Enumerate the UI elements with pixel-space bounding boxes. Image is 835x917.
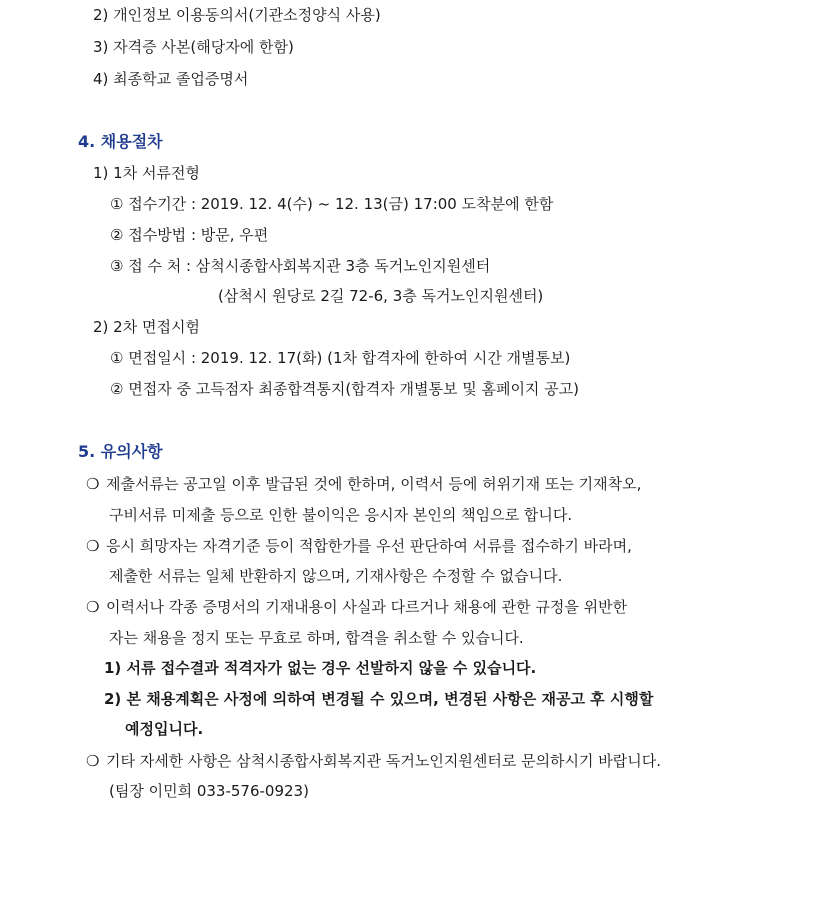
step2-title: 2) 2차 면접시험 — [93, 318, 200, 336]
note-2-line-2: 제출한 서류는 일체 반환하지 않으며, 기재사항은 수정할 수 없습니다. — [109, 567, 563, 585]
section-5-heading: 5. 유의사항 — [78, 442, 163, 461]
bold-note-2-continued: 예정입니다. — [125, 720, 204, 738]
note-2-line-1 — [86, 536, 632, 556]
note-2-text: 응시 희망자는 자격기준 등이 적합한가를 우선 판단하여 서류를 접수하기 바라며, — [106, 537, 632, 555]
note-3-text: 이력서나 각종 증명서의 기재내용이 사실과 다르거나 채용에 관한 규정을 위반한 — [106, 598, 628, 616]
contact-text: 기타 자세한 사항은 삼척시종합사회복지관 독거노인지원센터로 문의하시기 바랍니다. — [106, 752, 662, 770]
note-3-line-2: 자는 채용을 정지 또는 무효로 하며, 합격을 취소할 수 있습니다. — [109, 629, 524, 647]
step1-item-method: ② 접수방법 : 방문, 우편 — [110, 226, 269, 244]
note-3-line-1 — [86, 597, 627, 617]
contact-line-1 — [86, 751, 661, 771]
bold-note-1: 1) 서류 접수결과 적격자가 없는 경우 선발하지 않을 수 있습니다. — [104, 659, 537, 677]
submission-item-4: 4) 최종학교 졸업증명서 — [93, 70, 249, 88]
note-1-text: 제출서류는 공고일 이후 발급된 것에 한하며, 이력서 등에 허위기재 또는 기재착오, — [106, 475, 642, 493]
section-4-heading: 4. 채용절차 — [78, 132, 163, 151]
bullet-circle-icon: ❍ — [86, 475, 100, 493]
bullet-circle-icon: ❍ — [86, 752, 100, 770]
note-1-line-1 — [86, 474, 641, 494]
contact-line-2: (팀장 이민희 033-576-0923) — [109, 782, 309, 800]
step1-title: 1) 1차 서류전형 — [93, 164, 200, 182]
submission-item-2: 2) 개인정보 이용동의서(기관소정양식 사용) — [93, 6, 381, 24]
bold-note-2: 2) 본 채용계획은 사정에 의하여 변경될 수 있으며, 변경된 사항은 재공고 후 시행할 — [104, 690, 654, 708]
note-1-line-2: 구비서류 미제출 등으로 인한 불이익은 응시자 본인의 책임으로 합니다. — [109, 506, 573, 524]
step1-item-location: ③ 접 수 처 : 삼척시종합사회복지관 3층 독거노인지원센터 — [110, 257, 491, 275]
bullet-circle-icon: ❍ — [86, 598, 100, 616]
step2-item-schedule: ① 면접일시 : 2019. 12. 17(화) (1차 합격자에 한하여 시간 개별통보) — [110, 349, 571, 367]
step2-item-notice: ② 면접자 중 고득점자 최종합격통지(합격자 개별통보 및 홈페이지 공고) — [110, 380, 580, 398]
bullet-circle-icon: ❍ — [86, 537, 100, 555]
step1-item-address: (삼척시 원당로 2길 72-6, 3층 독거노인지원센터) — [218, 287, 544, 305]
submission-item-3: 3) 자격증 사본(해당자에 한함) — [93, 38, 294, 56]
step1-item-period: ① 접수기간 : 2019. 12. 4(수) ~ 12. 13(금) 17:00 도착분에 한함 — [110, 195, 554, 213]
